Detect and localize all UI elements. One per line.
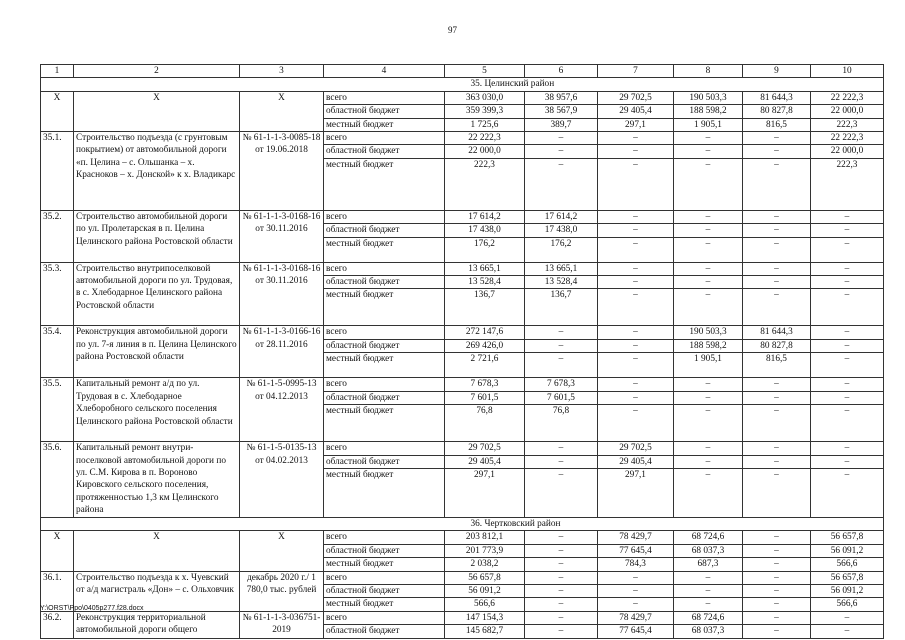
item-number: 35.6. xyxy=(41,442,74,518)
amount-cell: – xyxy=(811,405,884,442)
amount-cell: 68 037,3 xyxy=(674,625,743,638)
amount-cell: – xyxy=(811,289,884,326)
amount-cell: 29 702,5 xyxy=(445,442,525,455)
amount-cell: 222,3 xyxy=(811,158,884,210)
amount-cell: 38 567,9 xyxy=(525,105,598,118)
amount-cell: 190 503,3 xyxy=(674,326,743,339)
column-header: 9 xyxy=(743,65,811,78)
funding-type: областной бюджет xyxy=(324,145,445,158)
amount-cell: 687,3 xyxy=(674,558,743,571)
amount-cell: 76,8 xyxy=(445,405,525,442)
amount-cell: – xyxy=(525,611,598,624)
amount-cell: – xyxy=(743,571,811,584)
amount-cell: 297,1 xyxy=(598,118,674,131)
amount-cell: – xyxy=(525,442,598,455)
amount-cell: 816,5 xyxy=(743,353,811,378)
item-row xyxy=(41,132,884,145)
funding-type: областной бюджет xyxy=(324,105,445,118)
amount-cell: – xyxy=(743,276,811,289)
amount-cell: 13 665,1 xyxy=(445,262,525,275)
amount-cell: – xyxy=(743,262,811,275)
amount-cell: 363 030,0 xyxy=(445,91,525,104)
amount-cell: – xyxy=(525,145,598,158)
amount-cell: – xyxy=(811,326,884,339)
item-document: № 61-1-1-3-036751-2019 xyxy=(240,611,324,638)
summary-x-cell: X xyxy=(240,531,324,571)
amount-cell: – xyxy=(525,132,598,145)
amount-cell: – xyxy=(525,353,598,378)
funding-type: всего xyxy=(324,611,445,624)
amount-cell: 136,7 xyxy=(445,289,525,326)
amount-cell: 147 154,3 xyxy=(445,611,525,624)
amount-cell: 29 405,4 xyxy=(445,455,525,468)
amount-cell: 80 827,8 xyxy=(743,105,811,118)
amount-cell: – xyxy=(811,442,884,455)
summary-row xyxy=(41,531,884,544)
amount-cell: – xyxy=(743,224,811,237)
funding-type: всего xyxy=(324,262,445,275)
funding-type: всего xyxy=(324,210,445,223)
amount-cell: – xyxy=(525,455,598,468)
amount-cell: 190 503,3 xyxy=(674,91,743,104)
amount-cell: 56 091,2 xyxy=(811,544,884,557)
item-number: 36.2. xyxy=(41,611,74,638)
amount-cell: – xyxy=(674,262,743,275)
funding-type: всего xyxy=(324,326,445,339)
amount-cell: 7 601,5 xyxy=(525,391,598,404)
amount-cell: – xyxy=(674,145,743,158)
amount-cell: 17 438,0 xyxy=(445,224,525,237)
amount-cell: – xyxy=(674,468,743,517)
item-document: № 61-1-1-3-0168-16 от 30.11.2016 xyxy=(240,210,324,262)
amount-cell: – xyxy=(525,544,598,557)
amount-cell: 2 038,2 xyxy=(445,558,525,571)
amount-cell: – xyxy=(598,210,674,223)
amount-cell: 297,1 xyxy=(598,468,674,517)
amount-cell: – xyxy=(674,442,743,455)
amount-cell: 136,7 xyxy=(525,289,598,326)
amount-cell: 188 598,2 xyxy=(674,339,743,352)
amount-cell: – xyxy=(674,391,743,404)
amount-cell: – xyxy=(743,531,811,544)
amount-cell: – xyxy=(598,339,674,352)
amount-cell: – xyxy=(743,611,811,624)
funding-type: всего xyxy=(324,531,445,544)
amount-cell: 80 827,8 xyxy=(743,339,811,352)
amount-cell: – xyxy=(811,455,884,468)
amount-cell: 176,2 xyxy=(525,237,598,262)
funding-type: областной бюджет xyxy=(324,339,445,352)
amount-cell: 17 614,2 xyxy=(525,210,598,223)
amount-cell: – xyxy=(674,210,743,223)
amount-cell: – xyxy=(525,468,598,517)
amount-cell: 176,2 xyxy=(445,237,525,262)
amount-cell: – xyxy=(743,442,811,455)
amount-cell: 1 905,1 xyxy=(674,353,743,378)
amount-cell: – xyxy=(811,262,884,275)
funding-type: всего xyxy=(324,91,445,104)
amount-cell: – xyxy=(743,558,811,571)
amount-cell: 359 399,3 xyxy=(445,105,525,118)
item-number: 35.5. xyxy=(41,378,74,442)
item-name: Строительство внутрипоселковой автомобильной дороги по ул. Трудовая, в с. Хлебодарное Целинского района Ростовской области xyxy=(74,262,240,326)
amount-cell: – xyxy=(811,339,884,352)
amount-cell: 7 678,3 xyxy=(445,378,525,391)
amount-cell: 566,6 xyxy=(811,558,884,571)
amount-cell: 201 773,9 xyxy=(445,544,525,557)
amount-cell: – xyxy=(811,611,884,624)
amount-cell: – xyxy=(598,145,674,158)
item-row xyxy=(41,611,884,624)
amount-cell: 17 438,0 xyxy=(525,224,598,237)
summary-x-cell: X xyxy=(74,531,240,571)
summary-x-cell: X xyxy=(240,91,324,131)
amount-cell: – xyxy=(525,158,598,210)
summary-row xyxy=(41,91,884,104)
item-name: Строительство автомобильной дороги по ул. Пролетарская в п. Целина Целинского района Ростовской области xyxy=(74,210,240,262)
amount-cell: 77 645,4 xyxy=(598,544,674,557)
amount-cell: 56 657,8 xyxy=(811,531,884,544)
amount-cell: – xyxy=(525,326,598,339)
amount-cell: – xyxy=(743,455,811,468)
amount-cell: – xyxy=(743,391,811,404)
summary-x-cell: X xyxy=(41,91,74,131)
amount-cell: 22 222,3 xyxy=(811,91,884,104)
amount-cell: 389,7 xyxy=(525,118,598,131)
funding-type: всего xyxy=(324,571,445,584)
amount-cell: – xyxy=(811,391,884,404)
amount-cell: – xyxy=(811,378,884,391)
amount-cell: 22 222,3 xyxy=(811,132,884,145)
funding-type: местный бюджет xyxy=(324,237,445,262)
amount-cell: – xyxy=(743,145,811,158)
section-title-row xyxy=(41,78,884,91)
section-title: 35. Целинский район xyxy=(445,78,884,91)
amount-cell: 7 601,5 xyxy=(445,391,525,404)
item-row xyxy=(41,378,884,391)
amount-cell: – xyxy=(598,326,674,339)
amount-cell: 22 000,0 xyxy=(811,145,884,158)
item-document: № 61-1-5-0995-13 от 04.12.2013 xyxy=(240,378,324,442)
amount-cell: 1 905,1 xyxy=(674,118,743,131)
item-document: декабрь 2020 г./ 1 780,0 тыс. рублей xyxy=(240,571,324,611)
amount-cell: – xyxy=(811,276,884,289)
funding-type: областной бюджет xyxy=(324,625,445,638)
item-row xyxy=(41,571,884,584)
amount-cell: – xyxy=(811,353,884,378)
amount-cell: – xyxy=(674,455,743,468)
amount-cell: 56 091,2 xyxy=(811,584,884,597)
amount-cell: – xyxy=(811,625,884,638)
amount-cell: – xyxy=(743,210,811,223)
amount-cell: – xyxy=(743,598,811,611)
item-document: № 61-1-1-3-0168-16 от 30.11.2016 xyxy=(240,262,324,326)
amount-cell: 56 657,8 xyxy=(811,571,884,584)
amount-cell: 269 426,0 xyxy=(445,339,525,352)
item-row xyxy=(41,262,884,275)
summary-x-cell: X xyxy=(74,91,240,131)
amount-cell: – xyxy=(811,210,884,223)
item-number: 35.3. xyxy=(41,262,74,326)
amount-cell: 68 724,6 xyxy=(674,531,743,544)
amount-cell: – xyxy=(598,224,674,237)
amount-cell: – xyxy=(525,598,598,611)
budget-table xyxy=(40,64,884,639)
funding-type: местный бюджет xyxy=(324,468,445,517)
column-header: 4 xyxy=(324,65,445,78)
item-name: Капитальный ремонт а/д по ул. Трудовая в с. Хлебодарное Хлеборобного сельского поселения Целинского района Ростовской области xyxy=(74,378,240,442)
amount-cell: – xyxy=(674,405,743,442)
section-title: 36. Чертковский район xyxy=(445,517,884,530)
amount-cell: 2 721,6 xyxy=(445,353,525,378)
amount-cell: 22 000,0 xyxy=(811,105,884,118)
amount-cell: 784,3 xyxy=(598,558,674,571)
amount-cell: 203 812,1 xyxy=(445,531,525,544)
amount-cell: – xyxy=(743,237,811,262)
amount-cell: 188 598,2 xyxy=(674,105,743,118)
amount-cell: – xyxy=(811,468,884,517)
amount-cell: – xyxy=(525,339,598,352)
funding-type: всего xyxy=(324,442,445,455)
amount-cell: – xyxy=(598,391,674,404)
funding-type: местный бюджет xyxy=(324,598,445,611)
amount-cell: – xyxy=(598,353,674,378)
header-row xyxy=(41,65,884,78)
amount-cell: 81 644,3 xyxy=(743,91,811,104)
page-number: 97 xyxy=(448,25,457,35)
column-header: 6 xyxy=(525,65,598,78)
funding-type: местный бюджет xyxy=(324,558,445,571)
item-row xyxy=(41,442,884,455)
amount-cell: – xyxy=(598,158,674,210)
amount-cell: – xyxy=(743,468,811,517)
amount-cell: – xyxy=(598,276,674,289)
amount-cell: – xyxy=(674,571,743,584)
amount-cell: 56 657,8 xyxy=(445,571,525,584)
amount-cell: – xyxy=(674,224,743,237)
amount-cell: – xyxy=(674,289,743,326)
amount-cell: – xyxy=(674,584,743,597)
amount-cell: – xyxy=(598,584,674,597)
column-header: 1 xyxy=(41,65,74,78)
amount-cell: 77 645,4 xyxy=(598,625,674,638)
funding-type: местный бюджет xyxy=(324,158,445,210)
item-name: Капитальный ремонт внутри-поселковой автомобильной дороги по ул. С.М. Кирова в п. Вороново Кировского сельского поселения, протяженностью 1,3 км Целинского района xyxy=(74,442,240,518)
amount-cell: – xyxy=(598,405,674,442)
item-document: № 61-1-5-0135-13 от 04.02.2013 xyxy=(240,442,324,518)
amount-cell: – xyxy=(743,378,811,391)
amount-cell: 566,6 xyxy=(811,598,884,611)
amount-cell: – xyxy=(674,598,743,611)
amount-cell: 81 644,3 xyxy=(743,326,811,339)
item-document: № 61-1-1-3-0166-16 от 28.11.2016 xyxy=(240,326,324,378)
amount-cell: – xyxy=(743,625,811,638)
amount-cell: 78 429,7 xyxy=(598,611,674,624)
item-number: 35.2. xyxy=(41,210,74,262)
amount-cell: – xyxy=(598,378,674,391)
amount-cell: – xyxy=(598,571,674,584)
amount-cell: – xyxy=(811,237,884,262)
funding-type: областной бюджет xyxy=(324,391,445,404)
amount-cell: – xyxy=(743,405,811,442)
funding-type: местный бюджет xyxy=(324,405,445,442)
amount-cell: – xyxy=(743,544,811,557)
file-path-footer: Y:\ORST\Ppo\0405p277.f28.docx xyxy=(40,605,144,612)
funding-type: областной бюджет xyxy=(324,224,445,237)
funding-type: всего xyxy=(324,378,445,391)
amount-cell: 222,3 xyxy=(811,118,884,131)
amount-cell: 816,5 xyxy=(743,118,811,131)
amount-cell: 22 000,0 xyxy=(445,145,525,158)
amount-cell: – xyxy=(598,132,674,145)
funding-type: областной бюджет xyxy=(324,584,445,597)
amount-cell: 68 724,6 xyxy=(674,611,743,624)
amount-cell: 56 091,2 xyxy=(445,584,525,597)
funding-type: областной бюджет xyxy=(324,455,445,468)
amount-cell: – xyxy=(525,571,598,584)
amount-cell: – xyxy=(743,584,811,597)
column-header: 7 xyxy=(598,65,674,78)
amount-cell: – xyxy=(674,276,743,289)
amount-cell: 566,6 xyxy=(445,598,525,611)
amount-cell: – xyxy=(598,237,674,262)
summary-x-cell: X xyxy=(41,531,74,571)
amount-cell: – xyxy=(674,158,743,210)
section-title-row xyxy=(41,517,884,530)
amount-cell: – xyxy=(525,584,598,597)
column-header: 8 xyxy=(674,65,743,78)
amount-cell: 1 725,6 xyxy=(445,118,525,131)
amount-cell: 13 528,4 xyxy=(525,276,598,289)
amount-cell: 17 614,2 xyxy=(445,210,525,223)
amount-cell: 297,1 xyxy=(445,468,525,517)
amount-cell: – xyxy=(674,132,743,145)
section-spacer xyxy=(41,517,445,530)
amount-cell: – xyxy=(525,531,598,544)
funding-type: местный бюджет xyxy=(324,353,445,378)
funding-type: местный бюджет xyxy=(324,118,445,131)
funding-type: всего xyxy=(324,132,445,145)
amount-cell: 272 147,6 xyxy=(445,326,525,339)
item-document: № 61-1-1-3-0085-18 от 19.06.2018 xyxy=(240,132,324,211)
item-number: 36.1. xyxy=(41,571,74,611)
amount-cell: 13 665,1 xyxy=(525,262,598,275)
column-header: 3 xyxy=(240,65,324,78)
amount-cell: – xyxy=(598,598,674,611)
amount-cell: – xyxy=(598,262,674,275)
amount-cell: – xyxy=(743,158,811,210)
amount-cell: 78 429,7 xyxy=(598,531,674,544)
funding-type: местный бюджет xyxy=(324,289,445,326)
amount-cell: 7 678,3 xyxy=(525,378,598,391)
amount-cell: – xyxy=(743,132,811,145)
item-number: 35.1. xyxy=(41,132,74,211)
amount-cell: 22 222,3 xyxy=(445,132,525,145)
amount-cell: 222,3 xyxy=(445,158,525,210)
amount-cell: 13 528,4 xyxy=(445,276,525,289)
amount-cell: 29 702,5 xyxy=(598,442,674,455)
amount-cell: – xyxy=(598,289,674,326)
item-name: Реконструкция территориальной автомобильной дороги общего xyxy=(74,611,240,638)
item-name: Строительство подъезда (с грунтовым покрытием) от автомобильной дороги «п. Целина – с. Ольшанка – х. Красноков – х. Донской» к х. Владикарс xyxy=(74,132,240,211)
amount-cell: 145 682,7 xyxy=(445,625,525,638)
funding-type: областной бюджет xyxy=(324,544,445,557)
amount-cell: 29 405,4 xyxy=(598,455,674,468)
item-number: 35.4. xyxy=(41,326,74,378)
amount-cell: 29 405,4 xyxy=(598,105,674,118)
item-name: Строительство подъезда к х. Чуевский от а/д магистраль «Дон» – с. Ольховчик xyxy=(74,571,240,611)
column-header: 2 xyxy=(74,65,240,78)
item-row xyxy=(41,326,884,339)
amount-cell: 76,8 xyxy=(525,405,598,442)
amount-cell: – xyxy=(674,378,743,391)
amount-cell: 29 702,5 xyxy=(598,91,674,104)
column-header: 5 xyxy=(445,65,525,78)
amount-cell: – xyxy=(811,224,884,237)
amount-cell: – xyxy=(525,558,598,571)
funding-type: областной бюджет xyxy=(324,276,445,289)
amount-cell: – xyxy=(525,625,598,638)
amount-cell: – xyxy=(743,289,811,326)
amount-cell: 68 037,3 xyxy=(674,544,743,557)
column-header: 10 xyxy=(811,65,884,78)
item-name: Реконструкция автомобильной дороги по ул. 7-я линия в п. Целина Целинского района Ростовской области xyxy=(74,326,240,378)
amount-cell: 38 957,6 xyxy=(525,91,598,104)
amount-cell: – xyxy=(674,237,743,262)
section-spacer xyxy=(41,78,445,91)
item-row xyxy=(41,210,884,223)
